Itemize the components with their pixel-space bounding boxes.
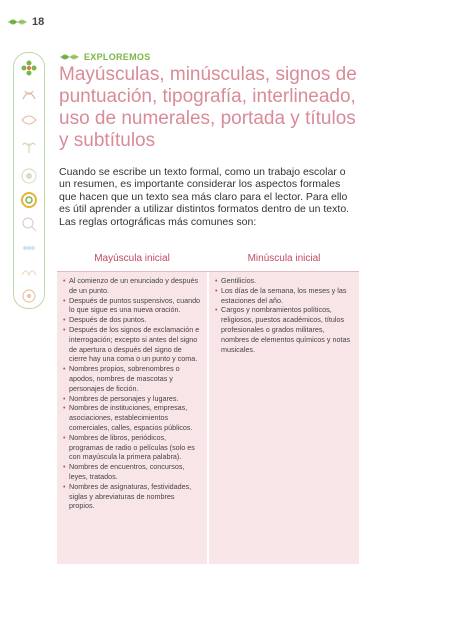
bullet-icon: • [215,305,218,315]
bullet-icon: • [63,462,66,472]
rule-text: Nombres de instituciones, empresas, asociaciones, establecimientos comerciales, calles, espacios públicos. [69,403,193,432]
leaf-ornament-icon [60,52,80,62]
sprout-icon [20,137,38,155]
bullet-icon: • [63,276,66,285]
bullet-icon: • [63,403,66,413]
bullet-icon: • [215,285,218,295]
page-number-area [8,16,44,28]
rule-text: Nombres de personajes y lugares. [69,393,179,403]
page-number: 18 [32,16,45,28]
rule-text: Gentilicios. [221,276,257,285]
rule-text: Después de puntos suspensivos, cuando lo que sigue es una nueva oración. [69,295,201,315]
page-title: Mayúsculas, minúsculas, signos de puntuación, tipografía, interlineado, uso de numerales, portada y títulos y subtítulos [59,64,357,151]
spiral-icon [20,167,38,185]
lowercase-rule-item [215,286,353,306]
sun-spiral-icon [20,191,38,209]
uppercase-column [57,272,207,564]
wave-icon [20,263,38,281]
bullet-icon: • [63,295,66,305]
bullet-icon: • [63,432,66,442]
rule-text: Nombres de asignaturas, festividades, siglas y abreviaturas de nombres propios. [69,481,192,511]
swirl-icon [20,85,38,103]
rule-text: Al comienzo de un enunciado y después de un punto. [69,276,199,295]
uppercase-rule-item [63,433,201,462]
rule-text: Después de los signos de exclamación e interrogación; excepto si antes del signo de apertura o después del signo de cierre hay una coma o un punto y coma. [69,324,200,364]
rule-text: Los días de la semana, los meses y las estaciones del año. [221,285,347,305]
uppercase-rule-item [63,462,201,482]
uppercase-rule-item [63,296,201,316]
decorative-sidebar [13,52,45,309]
bullet-icon: • [63,324,66,334]
leaf-icon [20,111,38,129]
lens-icon [20,215,38,233]
bullet-icon: • [215,276,218,285]
intro-paragraph: Cuando se escribe un texto formal, como un trabajo escolar o un resumen, es importante considerar los aspectos formales que hacen que un texto sea más claro para el lector. Para ello es útil aprender a utilizar distintos formatos dentro de un texto. Las reglas ortográficas más comunes son: [59,166,350,228]
rule-text: Después de dos puntos. [69,315,147,325]
lowercase-rule-item [215,276,353,286]
uppercase-rule-item [63,364,201,393]
bullet-icon: • [63,393,66,403]
uppercase-rule-item [63,325,201,364]
lowercase-rules-list [215,276,353,354]
uppercase-rule-item [63,315,201,325]
lowercase-column [209,272,359,564]
uppercase-rule-item [63,403,201,432]
lowercase-rule-item [215,305,353,354]
lowercase-column-header: Minúscula inicial [209,244,359,272]
rule-text: Nombres de libros, periódicos, programas de radio o películas (solo es con mayúscula la primera palabra). [69,432,195,462]
rule-text: Nombres de encuentros, concursos, leyes, tratados. [69,462,185,481]
rule-text: Cargos y nombramientos políticos, religiosos, puestos académicos, títulos profesionales o grados militares, nombres de elementos químicos y notas musicales. [221,305,351,354]
dots-icon [20,239,38,257]
section-heading [60,52,151,62]
uppercase-rules-list [63,276,201,511]
uppercase-column-header: Mayúscula inicial [57,244,207,272]
bullet-icon: • [63,481,66,491]
flower-icon [20,59,38,77]
bullet-icon: • [63,315,66,325]
rule-text: Nombres propios, sobrenombres o apodos, nombres de mascotas y personajes de ficción. [69,364,180,393]
uppercase-rule-item [63,394,201,404]
bullet-icon: • [63,364,66,374]
rules-table [57,244,359,564]
ring-icon [20,287,38,305]
uppercase-rule-item [63,482,201,511]
section-label: EXPLOREMOS [84,52,151,62]
uppercase-rule-item [63,276,201,296]
leaf-ornament-icon [8,17,28,27]
